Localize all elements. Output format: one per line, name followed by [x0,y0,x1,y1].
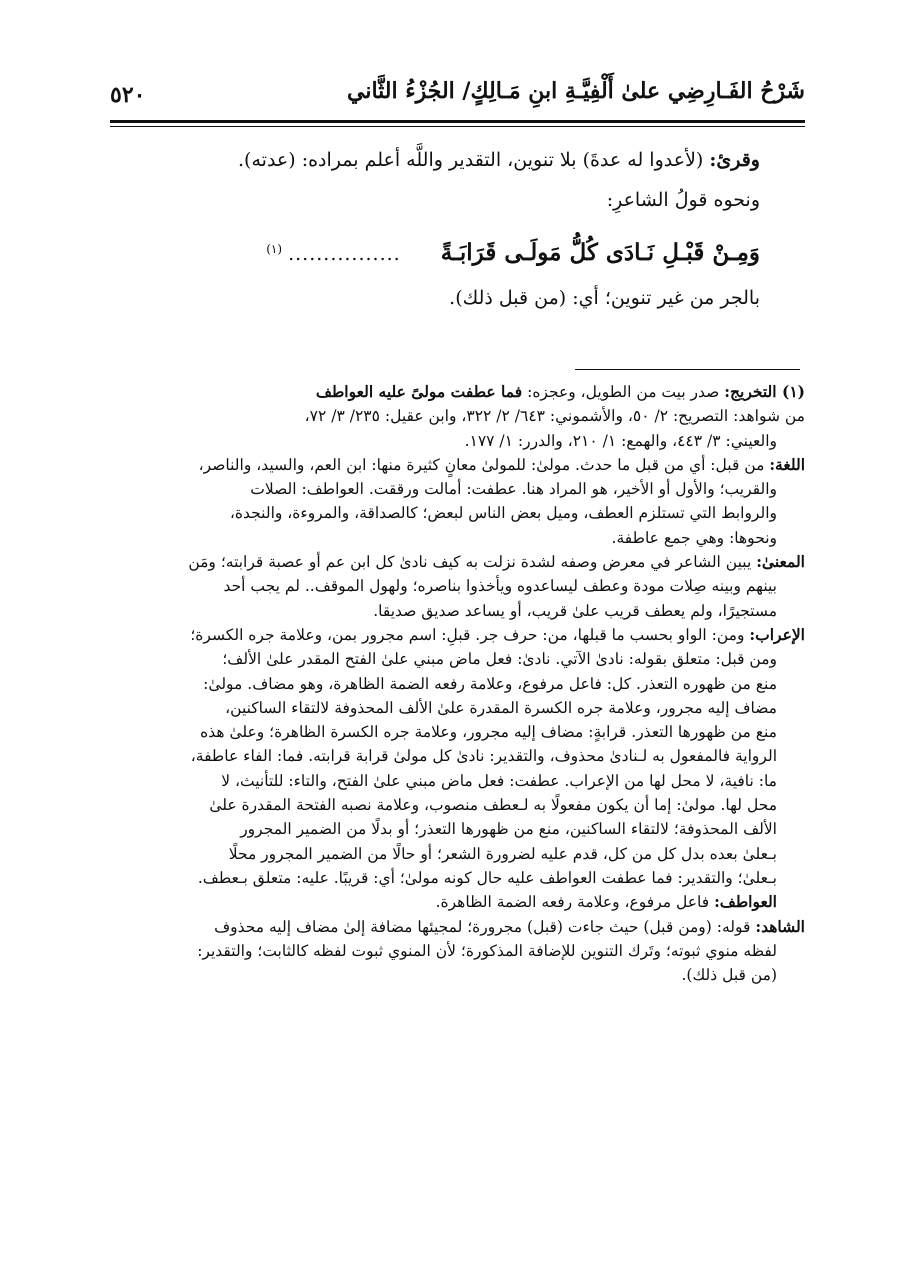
shawahid-line: من شواهد: التصريح: ٢/ ٥٠، والأشموني: ٦٤٣/ ٢/ ٣٢٢، وابن عقيل: ٢٣٥/ ٣/ ٧٢، [304,407,805,426]
irab-line: ومن قبل: متعلق بقوله: نادىٰ الآتي. نادىٰ: فعل ماض مبني علىٰ الفتح المقدر علىٰ الألف؛ [222,650,777,669]
lugha-line: والقريب؛ والأول أو الأخير، هو المراد هنا. عطفت: أمالت ورققت. العواطف: الصلات [250,480,777,499]
reading-text: (لأعدوا له عدةَ) بلا تنوين، التقدير واللَّه أعلم بمراده: (عدته). [238,149,704,171]
mana-label: المعنىٰ: [756,552,805,572]
irab-line: مضاف إليه مجرور، وعلامة جره الكسرة المقدرة علىٰ الألف المحذوفة لالتقاء الساكنين، [225,698,777,717]
irab-line: الألف المحذوفة؛ لالتقاء الساكنين، منع من ظهورها التعذر؛ أو بدلًا من الضمير المجرور [240,820,777,839]
irab-line: منع من ظهورها التعذر. قرابةٍ: مضاف إليه مجرور، وعلامة جره الكسرة الظاهرة؛ وعلىٰ هذه [200,723,777,742]
mana-line: مستجيرًا، ولم يعطف قريب علىٰ قريب، أو يساعد صديق صديقا. [373,601,777,620]
lugha-text: من قبل: أي من قبل ما حدث. مولىٰ: للمولىٰ معانٍ كثيرة منها: ابن العم، والسيد، والناصر، [198,455,765,474]
irab-line [112,890,805,914]
shahid-line: (من قبل ذلك). [681,966,777,985]
irab-line: بـعلىٰ؛ والتقدير: فما عطفت العواطف عليه حال كونه مولىٰ؛ أي: قريبًا. عليه: متعلق بـعطف. [197,868,777,887]
lugha-line: ونحوها: وهي جمع عاطفة. [611,528,777,547]
irab-line: بـعلىٰ بعده بدل كل من كل، قدم عليه لضرورة الشعر؛ أو حالًا من الضمير المجرور محلًا [228,844,777,863]
lugha-line [112,453,805,477]
awatif-label: العواطف: [714,892,777,912]
lugha-label: اللغة: [769,454,805,474]
irab-line: ما: نافية، لا محل لها من الإعراب. عطفت: فعل ماض مبني علىٰ الفتح، والتاء: للتأنيث، لا [221,771,777,790]
mana-line [112,550,805,574]
footnote-marker[interactable]: (١) [266,242,283,256]
running-header-title: شَرْحُ الفَـارِضِي علىٰ أَلْفِيَّـةِ ابنِ مَـالِكٍ/ الجُزْءُ الثَّاني [346,78,805,104]
page-number: ٥٢٠ [110,82,146,108]
verse-first-hemistich: وَمِـنْ قَبْـلِ نَـادَى كُلُّ مَولَـى قَرَابَـةً [440,239,760,267]
shahid-label: الشاهد: [755,916,805,936]
main-text [130,140,760,318]
header-rule-thin [110,126,805,127]
footnote-separator [575,369,800,370]
poetry-verse [130,220,760,278]
footnotes [112,380,805,987]
reading-line [130,140,760,180]
mana-line: بينهم وبينه صِلات مودة وعطف ليساعدوه ويأخذوا بناصره؛ ولهول الموقف.. لم يجب أحد [223,577,777,596]
reading-label: وقرئ: [709,149,760,171]
verse-second-hemistich-dots: ................ [288,243,401,266]
shawahid-line: والعيني: ٣/ ٤٤٣، والهمع: ١/ ٢١٠، والدرر: ١/ ١٧٧. [464,431,777,450]
takhrij-ajz: فما عطفت مولىً عليه العواطف [315,382,523,401]
irab-label: الإعراب: [749,624,805,644]
after-verse-line: بالجر من غير تنوين؛ أي: (من قبل ذلك). [449,287,760,309]
shahid-text: قوله: (ومن قبل) حيث جاءت (قبل) مجرورة؛ لمجيئها مضافة إلىٰ مضاف إليه محذوف [214,917,751,936]
irab-text: ومن: الواو بحسب ما قبلها، من: حرف جر. قبلِ: اسم مجرور بمن، وعلامة جره الكسرة؛ [190,625,745,644]
header-rule-thick [110,120,805,123]
shahid-line: لفظه منوي ثبوته؛ وتَرك التنوين للإضافة المذكورة؛ لأن المنوي ثبوت لفظه كالثابت؛ والتقدير: [197,941,777,960]
irab-line: منع من ظهوره التعذر. كل: فاعل مرفوع، وعلامة رفعه الضمة الظاهرة، وهو مضاف. مولىٰ: [203,674,777,693]
shahid-line [112,915,805,939]
takhrij-label: (١) التخريج: [724,382,805,401]
irab-line: الرواية فالمفعول به لـنادىٰ محذوف، والتقدير: نادىٰ كل مولىٰ قرابة قرابته. فما: الفاء عاطفة، [190,747,777,766]
mana-text: يبين الشاعر في معرض وصفه لشدة نزلت به كيف نادىٰ كل ابن عم أو عصبة قرابته؛ ومَن [188,553,752,572]
intro-line: ونحوه قولُ الشاعرِ: [606,189,760,211]
irab-line [112,623,805,647]
irab-line: محل لها. مولىٰ: إما أن يكون مفعولًا به لـعطف منصوب، وعلامة نصبه الفتحة المقدرة علىٰ [209,796,777,815]
lugha-line: والروابط التي تستلزم العطف، وميل بعض الناس لبعض؛ كالصداقة، والمروءة، والنجدة، [229,504,777,523]
takhrij-line [112,380,805,404]
takhrij-text: صدر بيت من الطويل، وعجزه: [527,383,720,401]
awatif-text: فاعل مرفوع، وعلامة رفعه الضمة الظاهرة. [435,893,710,912]
